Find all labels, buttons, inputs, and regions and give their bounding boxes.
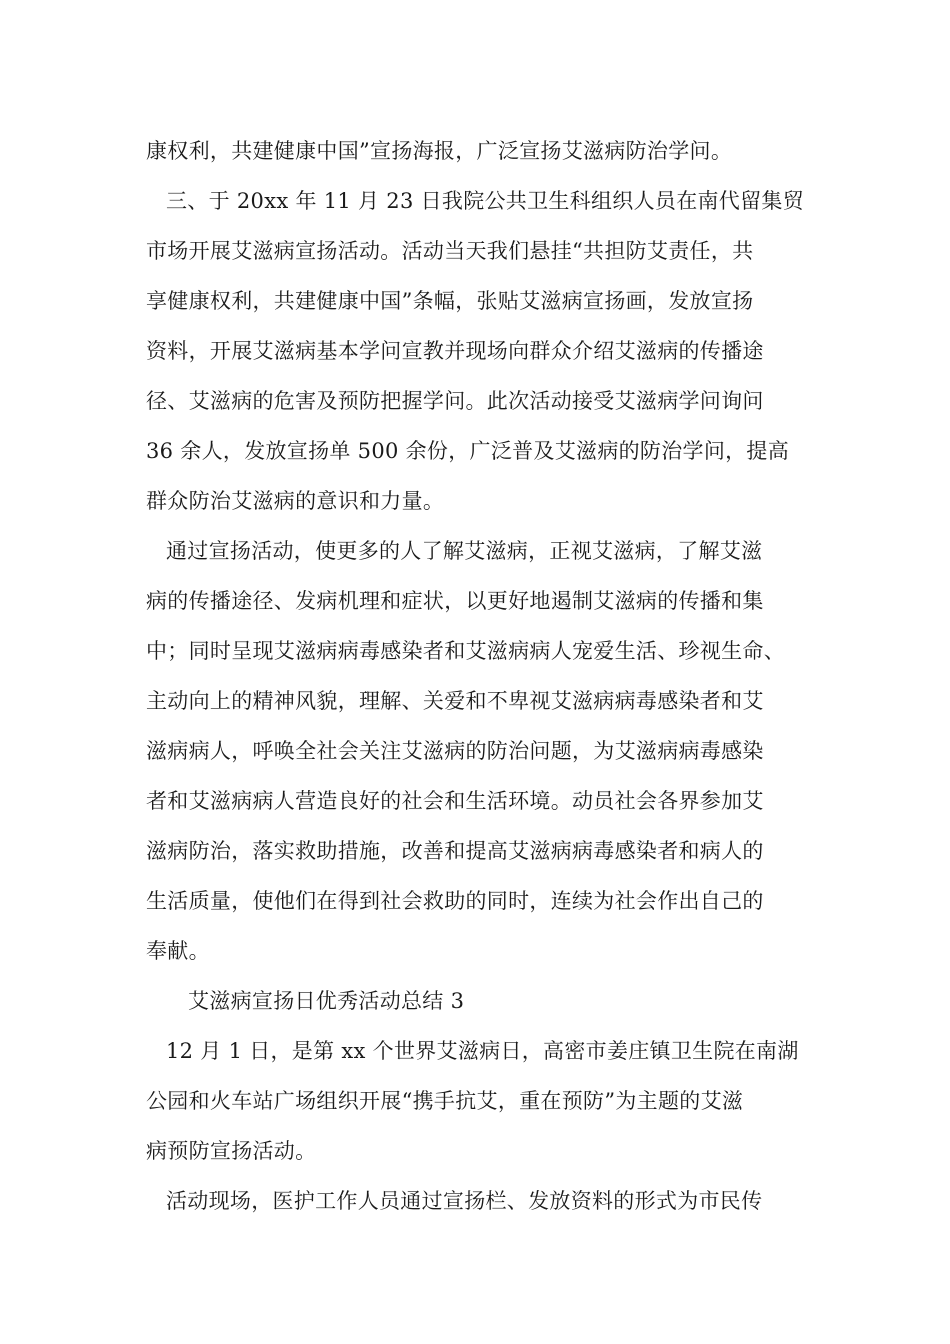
text-line: 病的传播途径、发病机理和症状，以更好地遏制艾滋病的传播和集	[146, 589, 764, 613]
text-line: 病预防宣扬活动。	[146, 1139, 317, 1163]
text-line: 生活质量，使他们在得到社会救助的同时，连续为社会作出自己的	[146, 889, 764, 913]
text-line: 资料，开展艾滋病基本学问宣教并现场向群众介绍艾滋病的传播途	[146, 339, 764, 363]
text-line: 中；同时呈现艾滋病病毒感染者和艾滋病病人宠爱生活、珍视生命、	[146, 639, 785, 663]
text-line: 滋病病人，呼唤全社会关注艾滋病的防治问题，为艾滋病病毒感染	[146, 739, 764, 763]
text-line: 公园和火车站广场组织开展“携手抗艾，重在预防”为主题的艾滋	[146, 1089, 744, 1113]
text-line: 市场开展艾滋病宣扬活动。活动当天我们悬挂“共担防艾责任，共	[146, 239, 754, 263]
text-line: 36 余人，发放宣扬单 500 余份，广泛普及艾滋病的防治学问，提高	[146, 439, 790, 463]
text-line: 滋病防治，落实救助措施，改善和提高艾滋病病毒感染者和病人的	[146, 839, 764, 863]
text-line: 者和艾滋病病人营造良好的社会和生活环境。动员社会各界参加艾	[146, 789, 764, 813]
paragraph-start: 活动现场，医护工作人员通过宣扬栏、发放资料的形式为市民传	[166, 1189, 763, 1213]
section-heading: 艾滋病宣扬日优秀活动总结 3	[188, 989, 465, 1013]
paragraph-start: 通过宣扬活动，使更多的人了解艾滋病，正视艾滋病，了解艾滋	[166, 539, 763, 563]
text-line: 康权利，共建健康中国”宣扬海报，广泛宣扬艾滋病防治学问。	[146, 139, 733, 163]
text-line: 主动向上的精神风貌，理解、关爱和不卑视艾滋病病毒感染者和艾	[146, 689, 764, 713]
text-line: 径、艾滋病的危害及预防把握学问。此次活动接受艾滋病学问询问	[146, 389, 764, 413]
paragraph-start: 三、于 20xx 年 11 月 23 日我院公共卫生科组织人员在南代留集贸	[166, 189, 805, 213]
text-line: 享健康权利，共建健康中国”条幅，张贴艾滋病宣扬画，发放宣扬	[146, 289, 754, 313]
text-line: 群众防治艾滋病的意识和力量。	[146, 489, 445, 513]
paragraph-start: 12 月 1 日，是第 xx 个世界艾滋病日，高密市姜庄镇卫生院在南湖	[166, 1039, 799, 1063]
text-line: 奉献。	[146, 939, 210, 963]
